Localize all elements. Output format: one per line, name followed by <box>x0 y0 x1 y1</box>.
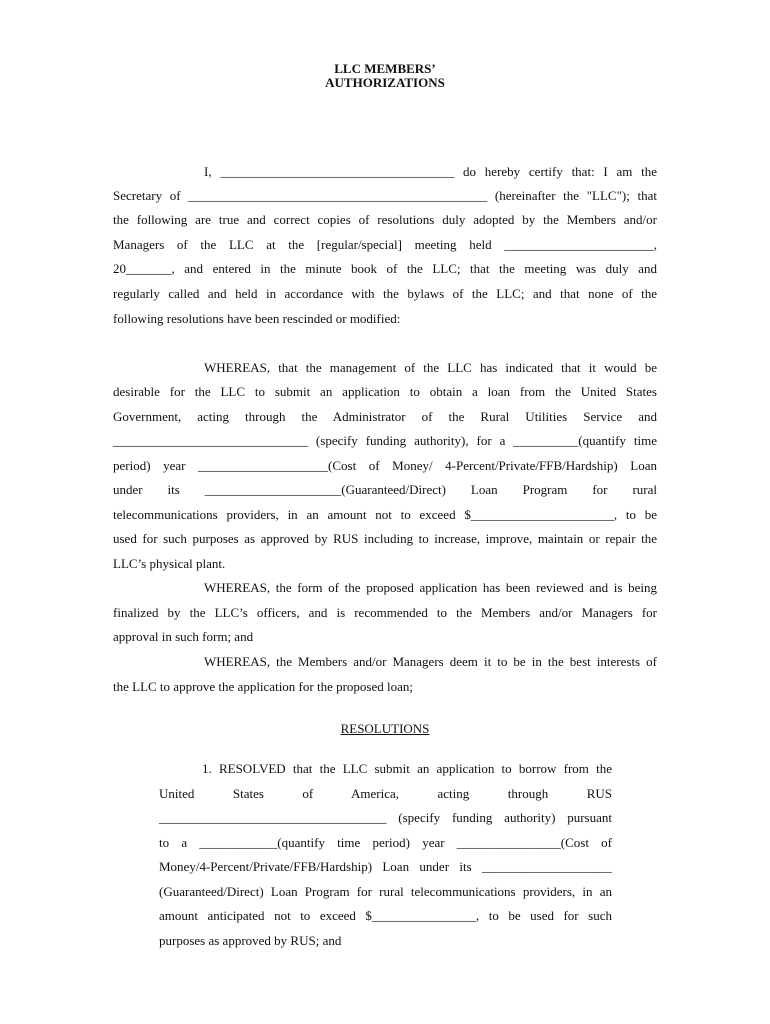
cert-line: following resolutions have been rescinded or modified: <box>113 311 401 326</box>
resolution-line: Money/4-Percent/Private/FFB/Hardship) Loan under its ____________________ <box>159 859 612 874</box>
whereas-line: LLC’s physical plant. <box>113 556 226 571</box>
whereas-line: telecommunications providers, in an amount not to exceed $______________________, to be <box>113 507 657 522</box>
title-line-2: AUTHORIZATIONS <box>325 75 445 90</box>
whereas-line: Government, acting through the Administrator of the Rural Utilities Service and <box>113 409 657 424</box>
cert-line: 20_______, and entered in the minute book of the LLC; that the meeting was duly and <box>113 261 657 276</box>
document-title <box>0 62 770 90</box>
whereas-line: period) year ____________________(Cost of Money/ 4-Percent/Private/FFB/Hardship) Loan <box>113 458 657 473</box>
whereas-line: WHEREAS, that the management of the LLC has indicated that it would be <box>204 360 657 375</box>
whereas-line: under its _____________________(Guaranteed/Direct) Loan Program for rural <box>113 482 657 497</box>
whereas-line: desirable for the LLC to submit an application to obtain a loan from the United States <box>113 384 657 399</box>
resolution-line: to a ____________(quantify time period) year ________________(Cost of <box>159 835 612 850</box>
resolution-line: United States of America, acting through RUS <box>159 786 612 801</box>
whereas-line: used for such purposes as approved by RUS including to increase, improve, maintain or repair the <box>113 531 657 546</box>
whereas-line: approval in such form; and <box>113 629 254 644</box>
resolution-line: (Guaranteed/Direct) Loan Program for rural telecommunications providers, in an <box>159 884 612 899</box>
resolution-line: purposes as approved by RUS; and <box>159 933 342 948</box>
resolutions-heading: RESOLUTIONS <box>340 721 430 736</box>
cert-line: regularly called and held in accordance with the bylaws of the LLC; and that none of the <box>113 286 657 301</box>
resolution-line: 1. RESOLVED that the LLC submit an application to borrow from the <box>202 761 612 776</box>
cert-line: Managers of the LLC at the [regular/special] meeting held _______________________, <box>113 237 657 252</box>
cert-line: the following are true and correct copies of resolutions duly adopted by the Members and/or <box>113 212 657 227</box>
resolution-line: amount anticipated not to exceed $________________, to be used for such <box>159 908 612 923</box>
whereas-line: ______________________________ (specify funding authority), for a __________(quantify time <box>113 433 657 448</box>
whereas-line: finalized by the LLC’s officers, and is recommended to the Members and/or Managers for <box>113 605 657 620</box>
cert-line: Secretary of ______________________________________________ (hereinafter the "LLC"); that <box>113 188 657 203</box>
cert-line: I, ____________________________________ do hereby certify that: I am the <box>204 164 657 179</box>
resolution-line: ___________________________________ (specify funding authority) pursuant <box>159 810 612 825</box>
whereas-line: WHEREAS, the Members and/or Managers deem it to be in the best interests of <box>204 654 657 669</box>
title-line-1: LLC MEMBERS’ <box>334 61 436 76</box>
whereas-line: the LLC to approve the application for the proposed loan; <box>113 679 413 694</box>
whereas-line: WHEREAS, the form of the proposed application has been reviewed and is being <box>204 580 657 595</box>
